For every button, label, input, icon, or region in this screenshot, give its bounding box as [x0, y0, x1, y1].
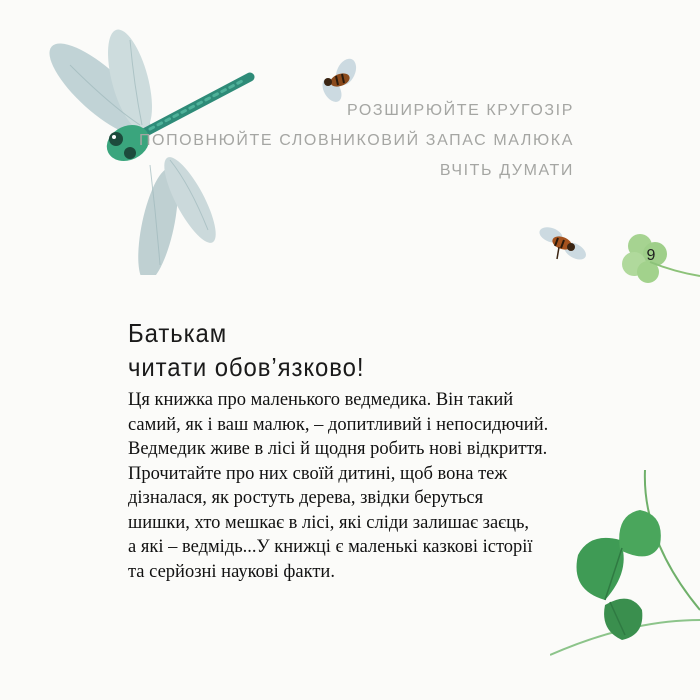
body-line: та серйозні наукові факти. [128, 561, 335, 582]
page-number: 9 [646, 247, 656, 264]
tagline-line: ПОПОВНЮЙТЕ СЛОВНИКОВИЙ ЗАПАС МАЛЮКА [138, 132, 574, 149]
body-line: дізналася, як ростуть дерева, звідки беруться [128, 488, 484, 508]
body-line: самий, як і ваш малюк, – допитливий і непосидючий. [128, 414, 549, 435]
tagline-line: ВЧІТЬ ДУМАТИ [439, 162, 574, 179]
body-line: а які – ведмідь...У книжці є маленькі казкові історії [128, 537, 533, 557]
bee-illustration [535, 225, 589, 265]
body-line: Прочитайте про них своїй дитині, щоб вона теж [128, 463, 508, 484]
body-line: шишки, хто мешкає в лісі, які сліди залишає заєць, [128, 512, 530, 533]
section-heading [128, 316, 364, 384]
heading-line: Батькам [128, 318, 228, 348]
body-line: Ця книжка про маленького ведмедика. Він такий [128, 390, 514, 410]
body-paragraph [128, 388, 598, 584]
body-line: Ведмедик живе в лісі й щодня робить нові відкриття. [128, 439, 548, 459]
tagline-line: РОЗШИРЮЙТЕ КРУГОЗІР [346, 102, 574, 119]
heading-line: читати обов’язково! [128, 352, 365, 382]
tagline [139, 96, 574, 186]
